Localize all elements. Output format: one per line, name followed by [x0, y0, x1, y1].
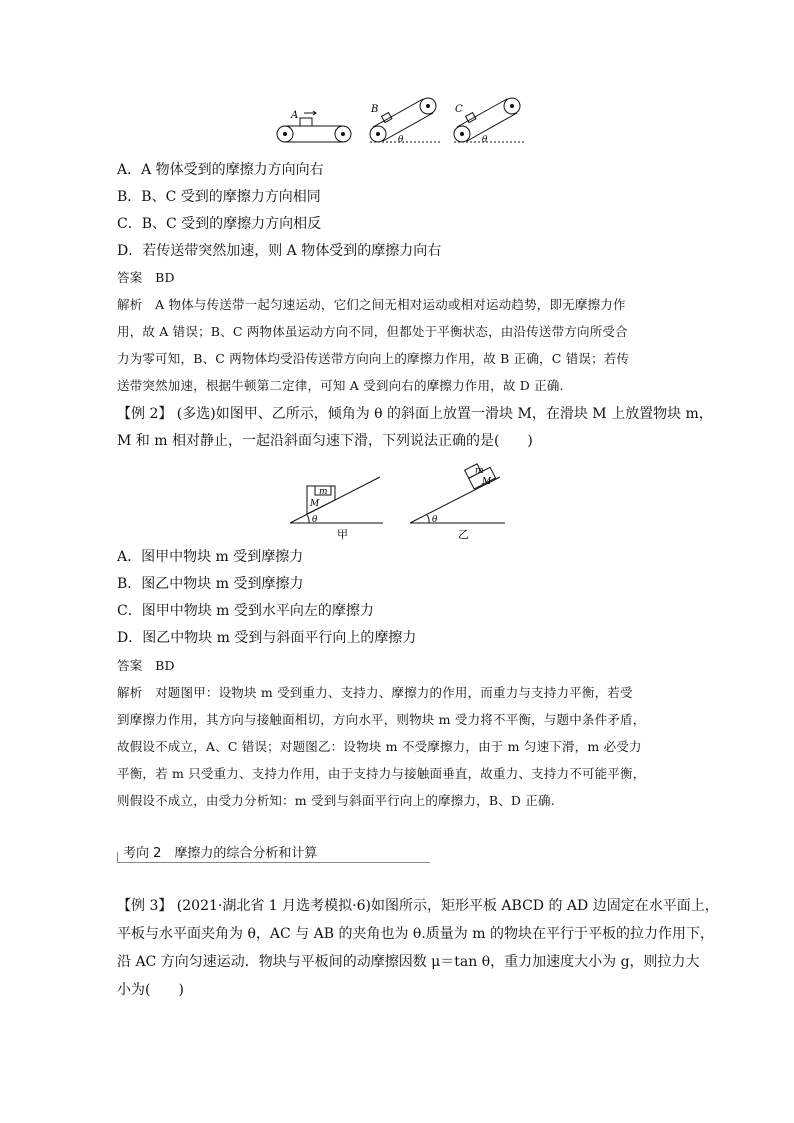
example3-line: 沿 AC 方向匀速运动．物块与平板间的动摩擦因数 μ＝tan θ，重力加速度大小为 g，则拉力大: [117, 954, 700, 970]
q1-analysis-line: 送带突然加速，根据牛顿第二定律，可知 A 受到向右的摩擦力作用，故 D 正确.: [117, 378, 564, 393]
theta-jia: θ: [312, 515, 318, 525]
incline-yi: [410, 460, 505, 523]
q2-option-b: B．图乙中物块 m 受到摩擦力: [117, 576, 304, 592]
label-c: C: [455, 104, 463, 115]
q2-analysis-line: 则假设不成立，由受力分析知：m 受到与斜面平行向上的摩擦力，B、D 正确.: [117, 793, 555, 808]
label-a: A: [291, 110, 299, 121]
section-tick: [117, 852, 118, 862]
section-heading: [117, 840, 430, 864]
theta-yi: θ: [432, 515, 438, 525]
section-title: 考向 2 摩擦力的综合分析和计算: [123, 846, 318, 861]
label-b: B: [371, 104, 379, 115]
horizontal-conveyor: [277, 111, 351, 142]
q1-analysis-line: 解析 A 物体与传送带一起匀速运动，它们之间无相对运动或相对运动趋势，即无摩擦力作: [117, 297, 626, 312]
m-yi: m: [475, 466, 484, 476]
caption-jia: 甲: [337, 528, 348, 541]
theta-b: θ: [398, 135, 404, 145]
M-jia: M: [310, 499, 320, 509]
q1-analysis-line: 用，故 A 错误；B、C 两物体虽运动方向不同，但都处于平衡状态，由沿传送带方向所受合: [117, 324, 628, 339]
q1-option-c: C．B、C 受到的摩擦力方向相反: [117, 216, 322, 232]
q2-option-a: A．图甲中物块 m 受到摩擦力: [117, 549, 304, 565]
q2-analysis-line: 解析 对题图甲：设物块 m 受到重力、支持力、摩擦力的作用，而重力与支持力平衡，若受: [117, 685, 633, 700]
q2-analysis-line: 平衡，若 m 只受重力、支持力作用，由于支持力与接触面垂直，故重力、支持力不可能平衡，: [117, 766, 646, 781]
caption-yi: 乙: [458, 528, 469, 541]
inclined-conveyor-c: [454, 98, 524, 142]
q2-option-d: D．图乙中物块 m 受到与斜面平行向上的摩擦力: [117, 630, 417, 646]
q2-analysis-line: 故假设不成立，A、C 错误；对题图乙：设物块 m 不受摩擦力，由于 m 匀速下滑，m 必受力: [117, 739, 642, 754]
conveyor-figure: [270, 96, 530, 152]
example3-line: 【例 3】 (2021·湖北省 1 月选考模拟·6)如图所示，矩形平板 ABCD 的 AD 边固定在水平面上，: [117, 898, 719, 914]
example2-line: M 和 m 相对静止，一起沿斜面匀速下滑，下列说法正确的是( ): [117, 433, 533, 449]
incline-jia: [290, 477, 383, 523]
q1-analysis-line: 力为零可知，B、C 两物体均受沿传送带方向向上的摩擦力作用，故 B 正确，C 错误；若传: [117, 351, 630, 366]
section-rule: [117, 862, 430, 863]
q1-option-a: A．A 物体受到的摩擦力方向向右: [117, 162, 324, 178]
q2-option-c: C．图甲中物块 m 受到水平向左的摩擦力: [117, 603, 374, 619]
example2-line: 【例 2】 (多选)如图甲、乙所示，倾角为 θ 的斜面上放置一滑块 M，在滑块 M 上放置物块 m，: [117, 406, 713, 422]
m-jia: m: [319, 487, 328, 497]
incline-figure: [285, 460, 510, 544]
example3-line: 小为( ): [117, 982, 184, 998]
M-yi: M: [482, 477, 492, 487]
q1-option-b: B．B、C 受到的摩擦力方向相同: [117, 189, 321, 205]
q1-answer: 答案 BD: [117, 270, 175, 285]
q2-analysis-line: 到摩擦力作用，其方向与接触面相切，方向水平，则物块 m 受力将不平衡，与题中条件矛盾，: [117, 712, 646, 727]
q2-answer: 答案 BD: [117, 658, 175, 673]
theta-c: θ: [482, 135, 488, 145]
inclined-conveyor-b: [370, 98, 440, 142]
example3-line: 平板与水平面夹角为 θ，AC 与 AB 的夹角也为 θ.质量为 m 的物块在平行于平板的拉力作用下，: [117, 926, 714, 942]
q1-option-d: D．若传送带突然加速，则 A 物体受到的摩擦力向右: [117, 243, 442, 259]
